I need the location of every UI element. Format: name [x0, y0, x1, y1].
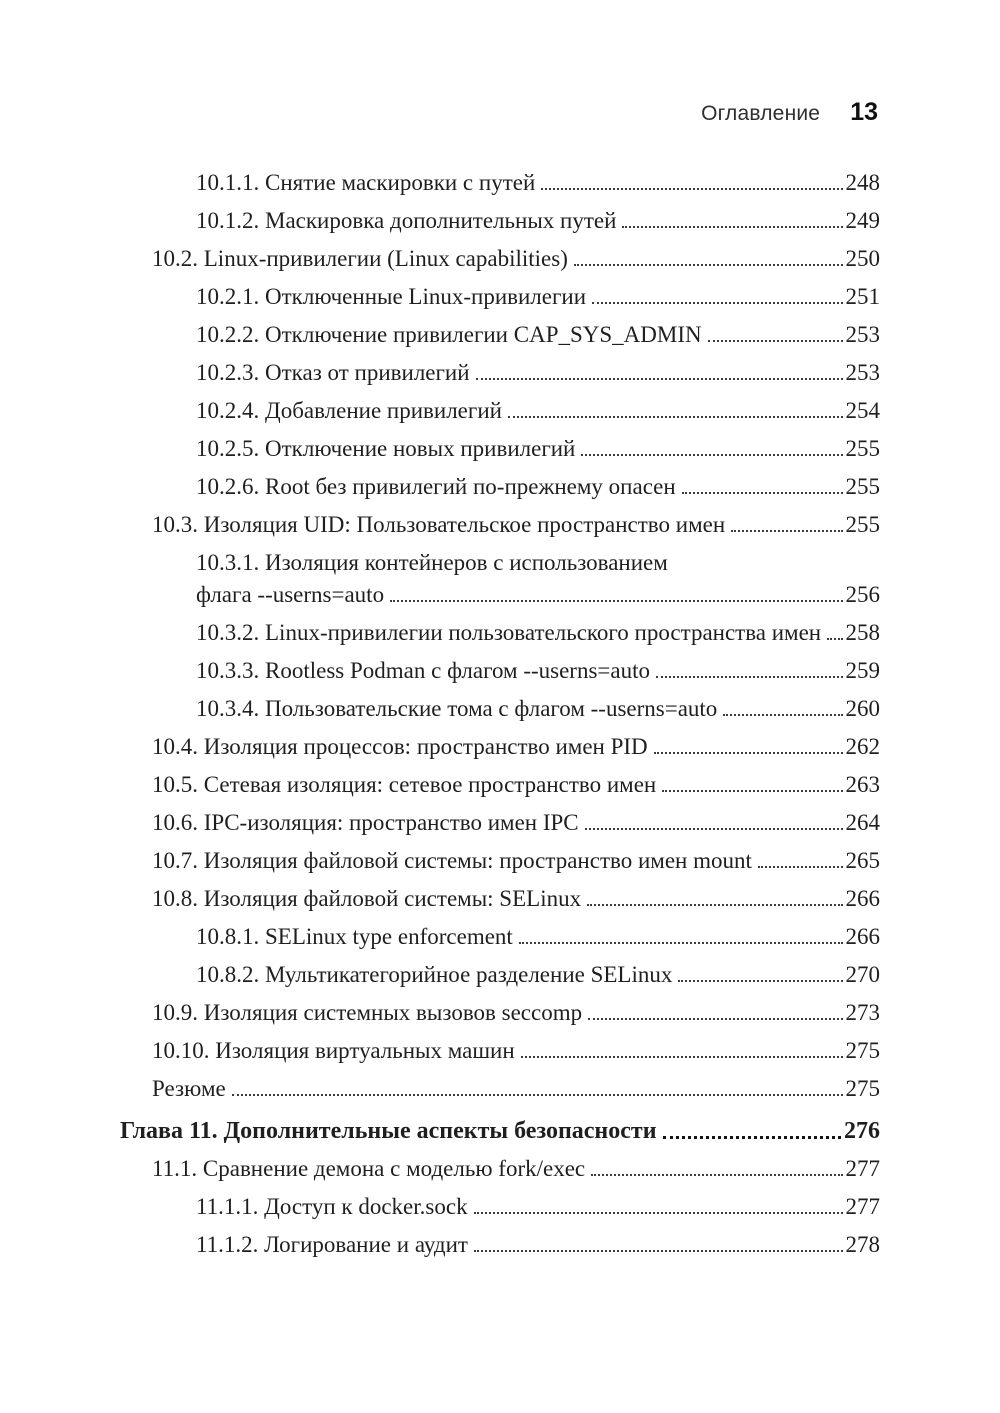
- toc-entry-page: 254: [845, 398, 880, 423]
- toc-entry-title: 10.2.2. Отключение привилегии CAP_SYS_ADMIN: [196, 322, 702, 347]
- toc-entry-title: 10.2.6. Root без привилегий по-прежнему опасен: [196, 474, 676, 499]
- toc-entry-title: Резюме: [152, 1076, 226, 1101]
- toc-entry-page: 262: [845, 734, 880, 759]
- toc-entry-page: 250: [845, 246, 880, 271]
- toc-entry: [120, 322, 880, 348]
- toc-entry: [120, 1076, 880, 1102]
- toc-entry: [120, 810, 880, 836]
- toc-entry: [120, 1038, 880, 1064]
- toc-entry: [120, 436, 880, 462]
- toc-entry-page: 259: [845, 658, 880, 683]
- dot-leader: [723, 714, 842, 716]
- toc-entry: [120, 284, 880, 310]
- dot-leader: [588, 1018, 842, 1020]
- dot-leader: [521, 1056, 843, 1058]
- toc-entry-page: 266: [845, 924, 880, 949]
- toc-entry-title: 10.1.1. Снятие маскировки с путей: [196, 170, 536, 195]
- toc-entry: [120, 658, 880, 684]
- toc-entry-title: 11.1.1. Доступ к docker.sock: [196, 1194, 468, 1219]
- toc-entry-title: 10.4. Изоляция процессов: пространство имен PID: [152, 734, 648, 759]
- toc-entry-title: 10.3. Изоляция UID: Пользовательское пространство имен: [152, 512, 726, 537]
- toc-entry-page: 258: [845, 620, 880, 645]
- toc-entry: [120, 886, 880, 912]
- dot-leader: [682, 492, 843, 494]
- toc-entry-title: 10.8.2. Мультикатегорийное разделение SELinux: [196, 962, 673, 987]
- toc-entry-title: 10.9. Изоляция системных вызовов seccomp: [152, 1000, 583, 1025]
- toc-entry-page: 264: [845, 810, 880, 835]
- toc-entry: [120, 582, 880, 608]
- running-header: [701, 98, 878, 127]
- dot-leader: [476, 378, 843, 380]
- toc-entry: [120, 170, 880, 196]
- toc-entry-title: 10.2. Linux-привилегии (Linux capabilities): [152, 246, 568, 271]
- toc-entry-page: 253: [845, 322, 880, 347]
- dot-leader: [827, 638, 842, 640]
- toc-entry-page: 278: [845, 1232, 880, 1257]
- toc-entry-page: 255: [845, 436, 880, 461]
- toc-entry: [120, 1000, 880, 1026]
- toc-entry-title: 10.7. Изоляция файловой системы: пространство имен mount: [152, 848, 752, 873]
- toc-entry-title: 11.1. Сравнение демона с моделью fork/exec: [152, 1156, 586, 1181]
- toc-entry: [120, 924, 880, 950]
- toc-entry: [120, 1156, 880, 1182]
- toc-entry-title: флага --userns=auto: [196, 582, 385, 607]
- toc-entry: [120, 550, 880, 576]
- dot-leader: [592, 302, 842, 304]
- dot-leader: [591, 1174, 842, 1176]
- toc-entry-title: 10.3.2. Linux-привилегии пользовательского пространства имен: [196, 620, 822, 645]
- dot-leader: [508, 416, 843, 418]
- dot-leader: [519, 942, 843, 944]
- dot-leader: [574, 264, 843, 266]
- toc-entry: [120, 772, 880, 798]
- dot-leader: [663, 1136, 841, 1139]
- toc-entry: [120, 512, 880, 538]
- dot-leader: [708, 340, 843, 342]
- page-number: 13: [850, 98, 878, 126]
- toc-entry-title: 10.10. Изоляция виртуальных машин: [152, 1038, 515, 1063]
- toc-entry: [120, 474, 880, 500]
- toc-entry-title: 10.2.5. Отключение новых привилегий: [196, 436, 576, 461]
- dot-leader: [678, 980, 842, 982]
- toc-entry-page: 273: [845, 1000, 880, 1025]
- toc-entry-title: 10.5. Сетевая изоляция: сетевое пространство имен: [152, 772, 657, 797]
- toc-entry: [120, 360, 880, 386]
- toc-entry-page: 277: [845, 1194, 880, 1219]
- toc-entry-title: 10.2.4. Добавление привилегий: [196, 398, 502, 423]
- toc-entry: [120, 962, 880, 988]
- toc-entry-page: 266: [845, 886, 880, 911]
- toc-entry-title: 10.2.1. Отключенные Linux-привилегии: [196, 284, 587, 309]
- toc-entry: [120, 696, 880, 722]
- toc-entry-page: 248: [845, 170, 880, 195]
- dot-leader: [390, 600, 842, 602]
- dot-leader: [731, 530, 842, 532]
- toc-entry-title: 10.8. Изоляция файловой системы: SELinux: [152, 886, 582, 911]
- toc-entry: [120, 398, 880, 424]
- dot-leader: [758, 866, 843, 868]
- toc-entry: [120, 208, 880, 234]
- toc-entry-title: Глава 11. Дополнительные аспекты безопасности: [120, 1118, 657, 1144]
- toc-entry: [120, 734, 880, 760]
- toc-entry-page: 275: [845, 1038, 880, 1063]
- toc-entry-page: 270: [845, 962, 880, 987]
- dot-leader: [622, 226, 842, 228]
- toc-entry-title: 10.6. IPC-изоляция: пространство имен IPC: [152, 810, 579, 835]
- toc-entry-page: 255: [845, 474, 880, 499]
- toc-entry-title: 10.3.3. Rootless Podman с флагом --userns=auto: [196, 658, 650, 683]
- dot-leader: [474, 1250, 843, 1252]
- toc-entry-title: 10.1.2. Маскировка дополнительных путей: [196, 208, 617, 233]
- toc-entry: [120, 1232, 880, 1258]
- toc-entry-page: 249: [845, 208, 880, 233]
- table-of-contents: [120, 170, 880, 1270]
- toc-entry-title: 10.3.1. Изоляция контейнеров с использованием: [196, 550, 668, 575]
- toc-entry-page: 275: [845, 1076, 880, 1101]
- toc-entry-page: 256: [845, 582, 880, 607]
- dot-leader: [654, 752, 843, 754]
- toc-entry-page: 251: [845, 284, 880, 309]
- toc-entry-title: 10.8.1. SELinux type enforcement: [196, 924, 513, 949]
- dot-leader: [232, 1094, 843, 1096]
- toc-entry: [120, 620, 880, 646]
- toc-entry-page: 263: [845, 772, 880, 797]
- dot-leader: [474, 1212, 843, 1214]
- toc-entry-title: 10.2.3. Отказ от привилегий: [196, 360, 470, 385]
- toc-entry-page: 260: [845, 696, 880, 721]
- dot-leader: [585, 828, 843, 830]
- running-header-title: Оглавление: [701, 102, 821, 125]
- toc-entry-title: 11.1.2. Логирование и аудит: [196, 1232, 468, 1257]
- toc-entry-page: 277: [845, 1156, 880, 1181]
- toc-entry-page: 276: [844, 1118, 880, 1144]
- dot-leader: [581, 454, 842, 456]
- toc-entry: [120, 1118, 880, 1144]
- toc-entry: [120, 1194, 880, 1220]
- toc-entry-page: 255: [845, 512, 880, 537]
- toc-entry: [120, 848, 880, 874]
- toc-entry: [120, 246, 880, 272]
- toc-entry-title: 10.3.4. Пользовательские тома с флагом --userns=auto: [196, 696, 718, 721]
- dot-leader: [656, 676, 843, 678]
- toc-entry-page: 253: [845, 360, 880, 385]
- dot-leader: [662, 790, 842, 792]
- toc-entry-page: 265: [845, 848, 880, 873]
- dot-leader: [587, 904, 842, 906]
- dot-leader: [541, 188, 842, 190]
